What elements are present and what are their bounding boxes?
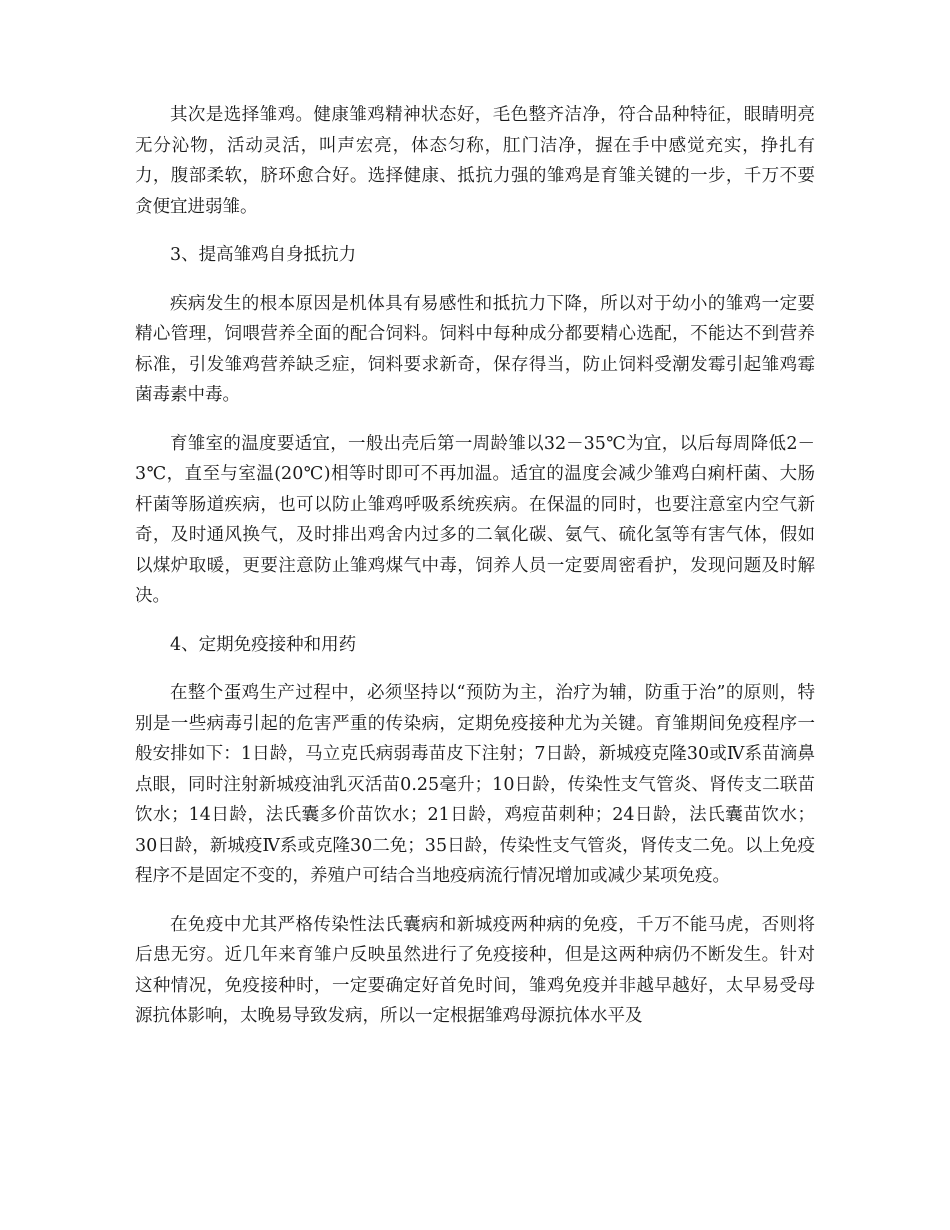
paragraph-brooding-temperature: 育雏室的温度要适宜，一般出壳后第一周龄雏以32－35℃为宜，以后每周降低2－3℃，直至与室温(20℃)相等时即可不再加温。适宜的温度会减少雏鸡白痢杆菌、大肠杆菌等肠道疾病，也可以防止雏鸡呼吸系统疾病。在保温的同时，也要注意室内空气新奇，及时通风换气，及时排出鸡舍内过多的二氧化碳、氨气、硫化氢等有害气体，假如以煤炉取暖，更要注意防止雏鸡煤气中毒，饲养人员一定要周密看护，发现问题及时解决。 xyxy=(135,433,815,606)
section-heading-resistance: 3、提高雏鸡自身抵抗力 xyxy=(170,245,357,265)
paragraph-feed-management: 疾病发生的根本原因是机体具有易感性和抵抗力下降，所以对于幼小的雏鸡一定要精心管理，饲喂营养全面的配合饲料。饲料中每种成分都要精心选配，不能达不到营养标准，引发雏鸡营养缺乏症，饲料要求新奇，保存得当，防止饲料受潮发霉引起雏鸡霉菌毒素中毒。 xyxy=(135,293,815,405)
paragraph-key-diseases: 在免疫中尤其严格传染性法氏囊病和新城疫两种病的免疫，千万不能马虎，否则将后患无穷。近几年来育雏户反映虽然进行了免疫接种，但是这两种病仍不断发生。针对这种情况，免疫接种时，一定要确定好首免时间，雏鸡免疫并非越早越好，太早易受母源抗体影响，太晚易导致发病，所以一定根据雏鸡母源抗体水平及 xyxy=(135,914,815,1026)
paragraph-immunization-schedule: 在整个蛋鸡生产过程中，必须坚持以“预防为主，治疗为辅，防重于治”的原则，特别是一些病毒引起的危害严重的传染病，定期免疫接种尤为关键。育雏期间免疫程序一般安排如下：1日龄，马立克氏病弱毒苗皮下注射；7日龄，新城疫克隆30或Ⅳ系苗滴鼻点眼，同时注射新城疫油乳灭活苗0.25毫升；10日龄，传染性支气管炎、肾传支二联苗饮水；14日龄，法氏囊多价苗饮水；21日龄，鸡痘苗刺种；24日龄，法氏囊苗饮水；30日龄，新城疫Ⅳ系或克隆30二免；35日龄，传染性支气管炎，肾传支二免。以上免疫程序不是固定不变的，养殖户可结合当地疫病流行情况增加或减少某项免疫。 xyxy=(135,683,815,886)
section-heading-immunization: 4、定期免疫接种和用药 xyxy=(170,634,357,655)
paragraph-chick-selection: 其次是选择雏鸡。健康雏鸡精神状态好，毛色整齐洁净，符合品种特征，眼睛明亮无分沁物，活动灵活，叫声宏亮，体态匀称，肛门洁净，握在手中感觉充实，挣扎有力，腹部柔软，脐环愈合好。选择健康、抵抗力强的雏鸡是育雏关键的一步，千万不要贪便宜进弱雏。 xyxy=(135,105,815,217)
document-body xyxy=(135,100,815,1050)
